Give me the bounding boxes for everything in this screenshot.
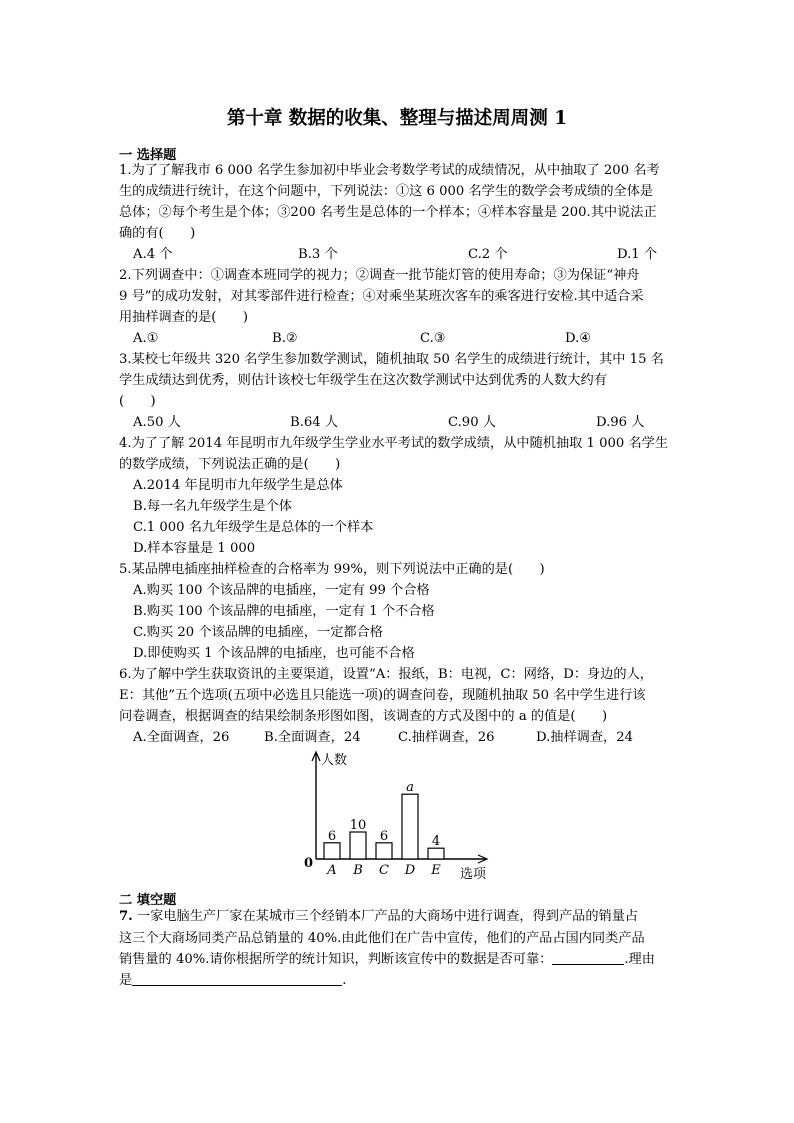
q2-line: 9 号”的成功发射，对其零部件进行检查；④对乘坐某班次客车的乘客进行安检.其中适合采	[119, 289, 644, 304]
q1-option-a: A.4 个	[133, 247, 173, 262]
x-axis-label: 选项	[460, 867, 487, 882]
bar-b	[350, 832, 366, 859]
data-label-a: 6	[327, 828, 337, 844]
q7-after-blank: .理由	[624, 952, 655, 967]
q4-option-b: B.每一名九年级学生是个体	[133, 499, 292, 514]
section-heading-choice: 一 选择题	[119, 148, 177, 163]
q2-line: 2.下列调查中：①调查本班同学的视力；②调查一批节能灯管的使用寿命；③为保证“神舟	[119, 268, 640, 283]
q5-line: 5.某品牌电插座抽样检查的合格率为 99%，则下列说法中正确的是( )	[119, 562, 545, 577]
q7-line: 一家电脑生产厂家在某城市三个经销本厂产品的大商场中进行调查，得到产品的销量占	[136, 909, 639, 924]
y-axis-label: 人数	[321, 753, 348, 768]
bar-e	[428, 848, 444, 859]
q2-option-c: C.③	[420, 331, 446, 346]
q3-line: ( )	[119, 394, 156, 409]
q6-line: E：其他”五个选项(五项中必选且只能选一项)的调查问卷，现随机抽取 50 名中学生进行该	[119, 688, 646, 703]
q6-option-a: A.全面调查，26	[133, 730, 230, 745]
q3-option-c: C.90 人	[448, 415, 496, 430]
q7-line: 销售量的 40%.请你根据所学的统计知识，判断该宣传中的数据是否可靠：	[119, 952, 553, 967]
q1-option-d: D.1 个	[617, 247, 658, 262]
q3-option-d: D.96 人	[596, 415, 645, 430]
tick-label-e: E	[431, 863, 441, 878]
q1-line: 确的有( )	[119, 226, 196, 241]
q5-option-c: C.购买 20 个该品牌的电插座，一定都合格	[133, 625, 383, 640]
q6-line: 问卷调查，根据调查的结果绘制条形图如图，该调查的方式及图中的 a 的值是( )	[119, 709, 608, 724]
q1-line: 总体；②每个考生是个体；③200 名考生是总体的一个样本；④样本容量是 200.其中说法正	[119, 205, 657, 220]
q6-option-d: D.抽样调查，24	[536, 730, 634, 745]
data-label-e: 4	[431, 834, 441, 850]
q5-option-a: A.购买 100 个该品牌的电插座，一定有 99 个合格	[133, 583, 430, 598]
bar-c	[376, 843, 392, 859]
q2-option-b: B.②	[272, 331, 298, 346]
q4-line: 4.为了了解 2014 年昆明市九年级学生学业水平考试的数学成绩，从中随机抽取 1 000 名学生	[119, 436, 669, 451]
q2-line: 用抽样调查的是( )	[119, 310, 248, 325]
data-label-b: 10	[349, 818, 367, 833]
data-label-c: 6	[379, 828, 389, 844]
q7-last-suffix: .	[342, 973, 347, 988]
q7-line: 这三个大商场同类产品总销量的 40%.由此他们在广告中宣传，他们的产品占国内同类产品	[119, 931, 645, 946]
q1-line: 1.为了了解我市 6 000 名学生参加初中毕业会考数学考试的成绩情况，从中抽取了 200 名考	[119, 163, 660, 178]
q6-line: 6.为了解中学生获取资讯的主要渠道，设置“A：报纸，B：电视，C：网络，D：身边的人，	[119, 667, 653, 682]
q3-option-b: B.64 人	[290, 415, 339, 430]
bar-d	[402, 794, 418, 859]
q1-option-c: C.2 个	[468, 247, 508, 262]
data-label-d: a	[406, 780, 414, 796]
q3-line: 3.某校七年级共 320 名学生参加数学测试，随机抽取 50 名学生的成绩进行统计，其中 15 名	[119, 352, 664, 367]
bar-chart	[290, 748, 500, 883]
q2-option-a: A.①	[133, 331, 159, 346]
q1-option-b: B.3 个	[298, 247, 338, 262]
q4-option-d: D.样本容量是 1 000	[133, 541, 256, 556]
section-heading-fill: 二 填空题	[119, 893, 177, 908]
q6-option-c: C.抽样调查，26	[398, 730, 495, 745]
answer-blank[interactable]	[552, 951, 624, 965]
tick-label-a: A	[327, 863, 337, 878]
reason-blank[interactable]	[132, 972, 342, 986]
tick-label-b: B	[353, 863, 363, 878]
q3-option-a: A.50 人	[133, 415, 181, 430]
bar-a	[324, 843, 340, 859]
q4-line: 的数学成绩，下列说法正确的是( )	[119, 457, 341, 472]
q3-line: 学生成绩达到优秀，则估计该校七年级学生在这次数学测试中达到优秀的人数大约有	[119, 373, 607, 388]
q5-option-b: B.购买 100 个该品牌的电插座，一定有 1 个不合格	[133, 604, 435, 619]
tick-label-c: C	[379, 863, 389, 878]
q5-option-d: D.即使购买 1 个该品牌的电插座，也可能不合格	[133, 646, 415, 661]
q1-line: 生的成绩进行统计，在这个问题中，下列说法：①这 6 000 名学生的数学会考成绩的全体是	[119, 184, 654, 199]
q4-option-c: C.1 000 名九年级学生是总体的一个样本	[133, 520, 374, 535]
q4-option-a: A.2014 年昆明市九年级学生是总体	[133, 478, 343, 493]
q6-option-b: B.全面调查，24	[264, 730, 361, 745]
q2-option-d: D.④	[565, 331, 592, 346]
page-title: 第十章 数据的收集、整理与描述周周测 1	[226, 108, 568, 129]
tick-label-d: D	[404, 863, 416, 878]
q7-last-prefix: 是	[119, 973, 133, 988]
origin-label: 0	[304, 856, 314, 871]
q7-number: 7.	[119, 909, 133, 924]
